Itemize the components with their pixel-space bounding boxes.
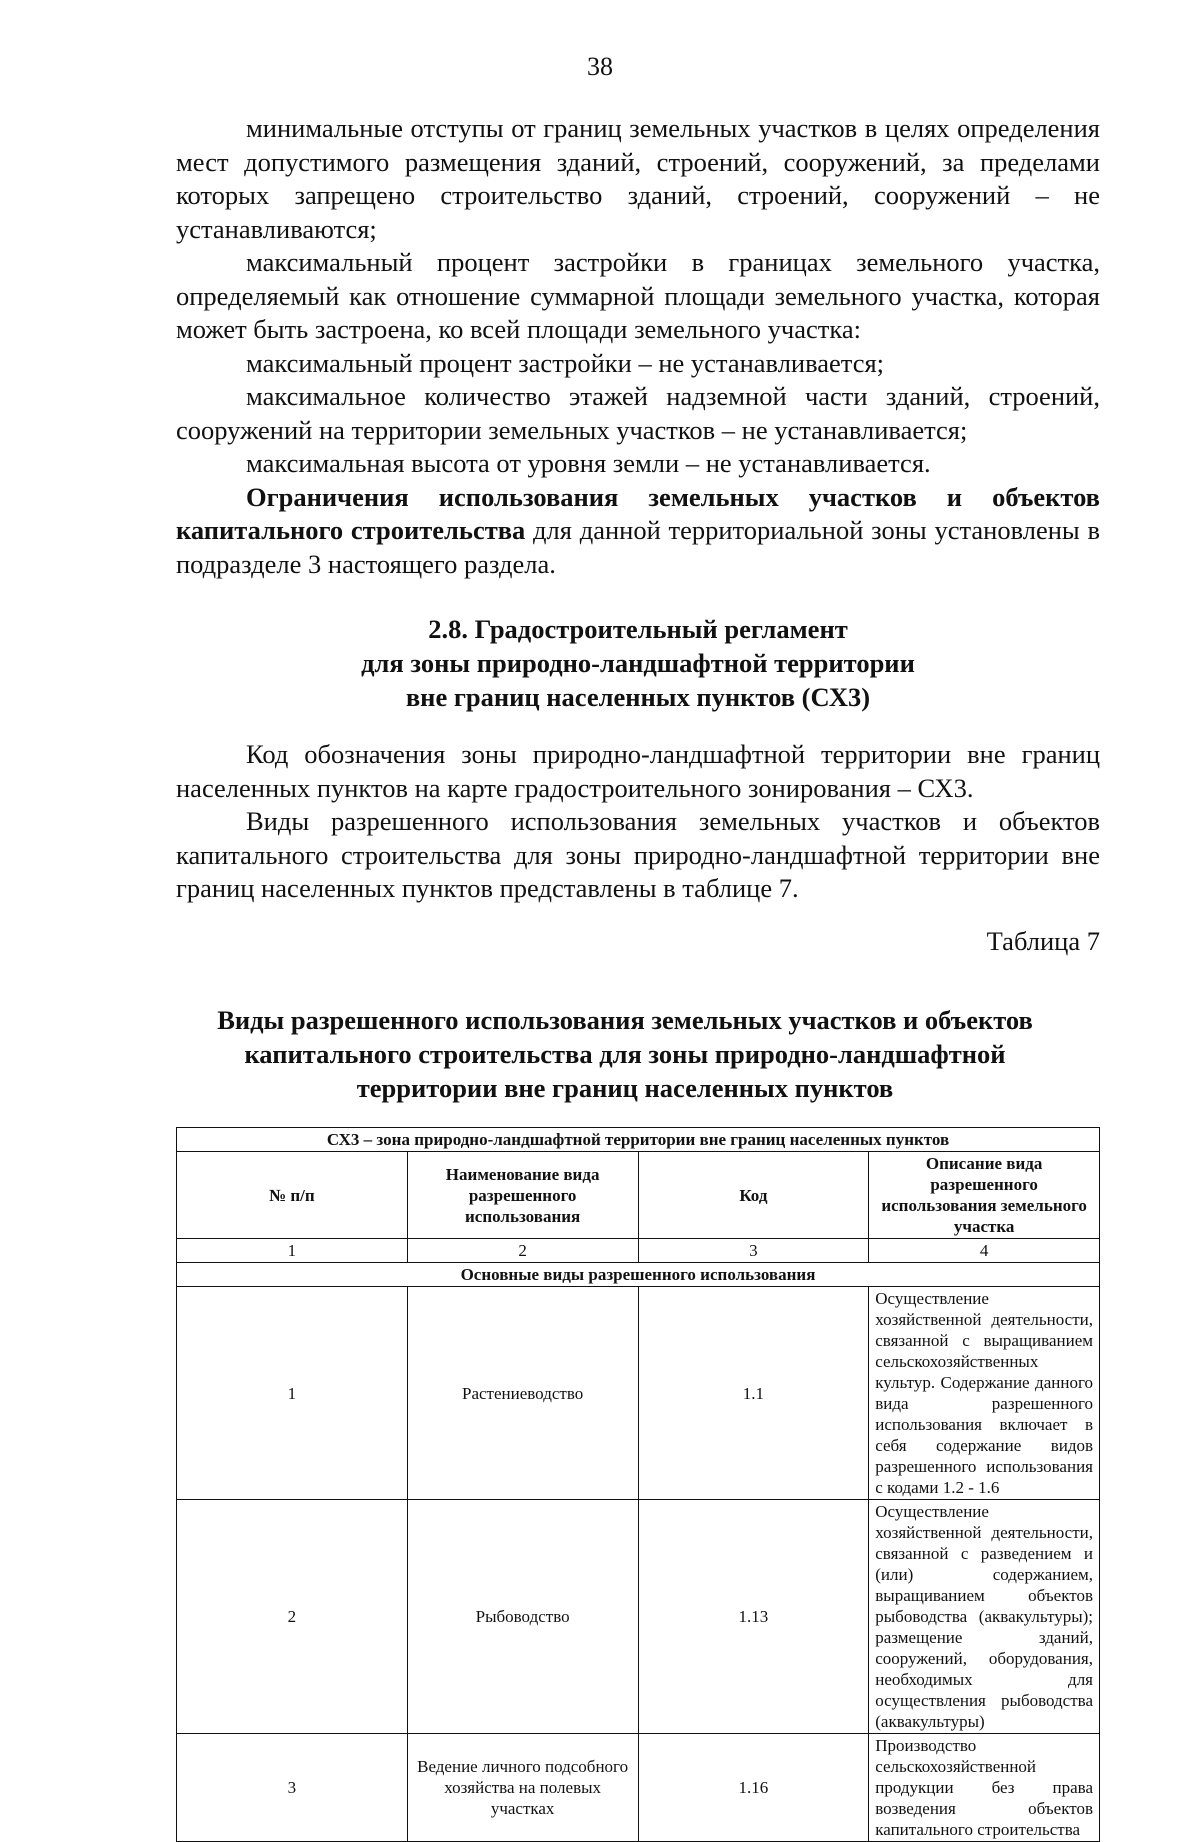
row-desc: Осуществление хозяйственной деятельности, связанной с выращиванием сельскохозяйственных культур. Содержание данного вида разрешенного использования включает в себя содержание видов разрешенного использования с кодами 1.2 - 1.6	[869, 1287, 1100, 1500]
paragraph-max-coverage: максимальный процент застройки – не устанавливается;	[246, 347, 885, 378]
table-label: Таблица 7	[986, 926, 1100, 956]
restrictions-bold: Ограничения использования земельных участков и объектов капитального строительства	[176, 481, 1100, 545]
header-name: Наименование вида разрешенного использования	[407, 1152, 638, 1239]
row-desc: Производство сельскохозяйственной продукции без права возведения объектов капитального строительства	[869, 1734, 1100, 1842]
row-num: 2	[177, 1500, 408, 1734]
table-row	[177, 1287, 1100, 1500]
paragraph-restrictions	[176, 481, 1100, 582]
table-title-line1: Виды разрешенного использования земельных участков и объектов	[217, 1005, 1033, 1035]
table-title-line2: капитального строительства для зоны природно-ландшафтной	[244, 1039, 1006, 1069]
row-num: 1	[177, 1287, 408, 1500]
section-heading-line3: вне границ населенных пунктов (СХ3)	[405, 682, 871, 712]
restrictions-rest: для данной территориальной зоны установлены в подразделе 3 настоящего раздела.	[176, 515, 1100, 579]
paragraph-permitted-uses: Виды разрешенного использования земельных участков и объектов капитального строительства для зоны природно-ландшафтной территории вне границ населенных пунктов представлены в таблице 7.	[176, 806, 1100, 903]
table-zone-caption-row	[177, 1128, 1100, 1152]
table-row	[177, 1734, 1100, 1842]
col-number-1: 1	[177, 1239, 408, 1263]
row-name: Растениеводство	[407, 1287, 638, 1500]
row-name: Рыбоводство	[407, 1500, 638, 1734]
paragraph-max-coverage-definition: максимальный процент застройки в границах земельного участка, определяемый как отношение суммарной площади земельного участка, которая может быть застроена, ко всей площади земельного участка:	[176, 247, 1100, 344]
section-heading-line2: для зоны природно-ландшафтной территории	[361, 648, 915, 678]
col-number-4: 4	[869, 1239, 1100, 1263]
table-title	[150, 1003, 1100, 1105]
row-desc: Осуществление хозяйственной деятельности, связанной с разведением и (или) содержанием, выращиванием объектов рыбоводства (аквакультуры); размещение зданий, сооружений, оборудования, необходимых для осуществления рыбоводства (аквакультуры)	[869, 1500, 1100, 1734]
col-number-2: 2	[407, 1239, 638, 1263]
mid-text-block	[176, 738, 1100, 906]
table-column-numbers-row	[177, 1239, 1100, 1263]
table-title-line3: территории вне границ населенных пунктов	[356, 1073, 894, 1103]
table-row	[177, 1500, 1100, 1734]
row-num: 3	[177, 1734, 408, 1842]
page-number: 38	[587, 52, 613, 81]
paragraph-zone-code: Код обозначения зоны природно-ландшафтной территории вне границ населенных пунктов на карте градостроительного зонирования – СХ3.	[176, 739, 1100, 803]
paragraph-max-floors: максимальное количество этажей надземной части зданий, строений, сооружений на территории земельных участков – не устанавливается;	[176, 381, 1100, 445]
paragraph-setbacks: минимальные отступы от границ земельных участков в целях определения мест допустимого размещения зданий, строений, сооружений, за пределами которых запрещено строительство зданий, строений, сооружений – не устанавливаются;	[176, 113, 1100, 244]
section-heading	[176, 612, 1100, 714]
row-name: Ведение личного подсобного хозяйства на полевых участках	[407, 1734, 638, 1842]
table-zone-caption: СХ3 – зона природно-ландшафтной территории вне границ населенных пунктов	[177, 1128, 1100, 1152]
paragraph-max-height: максимальная высота от уровня земли – не устанавливается.	[246, 448, 931, 478]
table-group-caption: Основные виды разрешенного использования	[177, 1263, 1100, 1287]
col-number-3: 3	[638, 1239, 869, 1263]
table-group-caption-row	[177, 1263, 1100, 1287]
header-code: Код	[638, 1152, 869, 1239]
header-desc: Описание вида разрешенного использования земельного участка	[869, 1152, 1100, 1239]
row-code: 1.1	[638, 1287, 869, 1500]
section-heading-line1: 2.8. Градостроительный регламент	[428, 614, 848, 644]
table-header-row	[177, 1152, 1100, 1239]
row-code: 1.13	[638, 1500, 869, 1734]
header-num: № п/п	[177, 1152, 408, 1239]
top-text-block	[176, 112, 1100, 581]
row-code: 1.16	[638, 1734, 869, 1842]
permitted-uses-table	[176, 1127, 1100, 1842]
